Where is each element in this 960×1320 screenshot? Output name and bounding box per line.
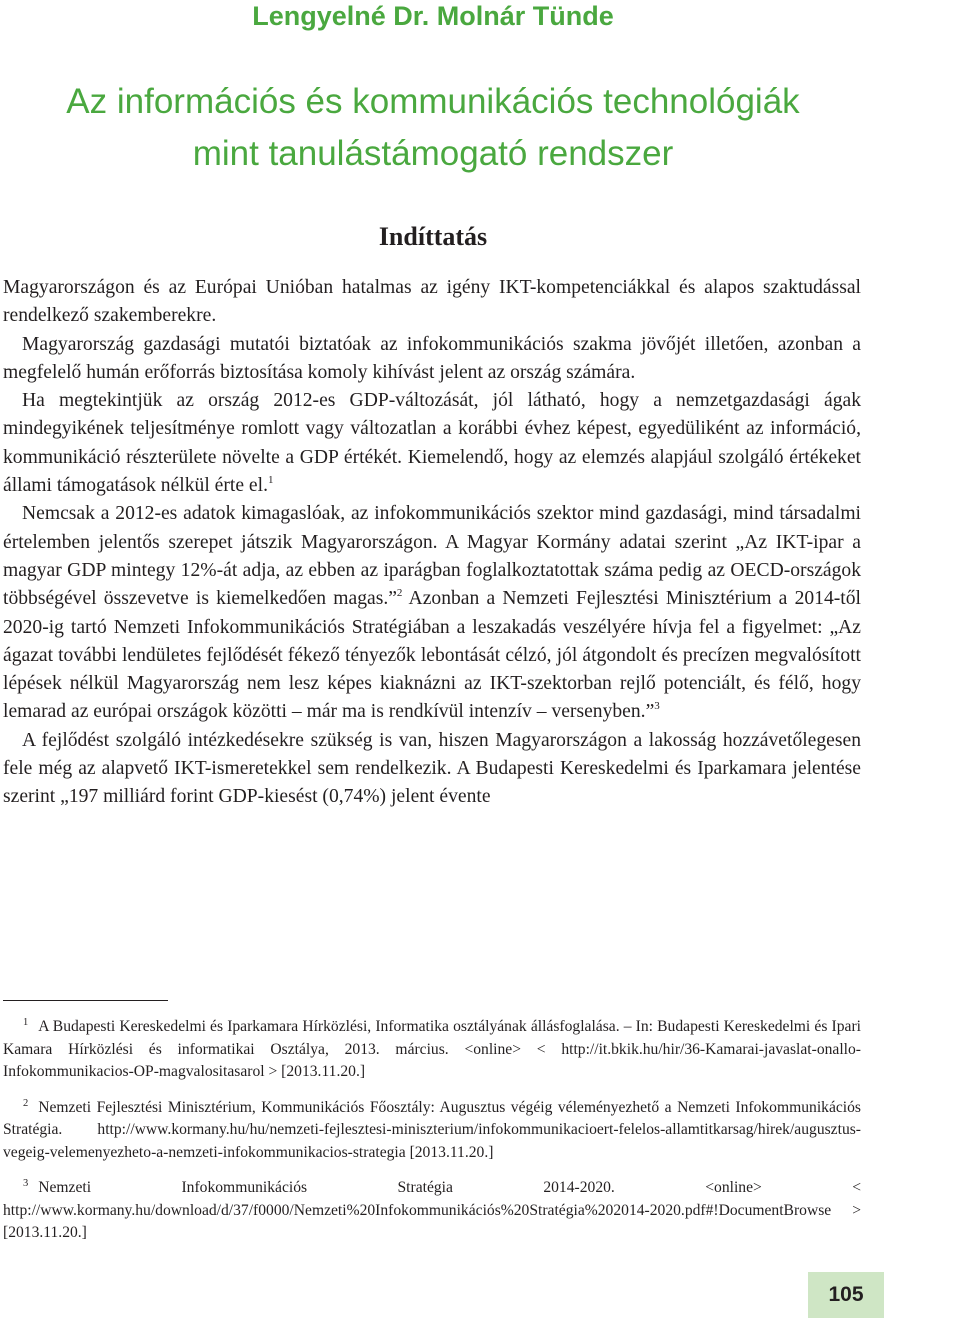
paragraph-text: Ha megtekintjük az ország 2012-es GDP-változását, jól látható, hogy a nemzetgazdasági ágak mindegyikének teljesítménye romlott vagy változatlan a korábbi évhez képest, egyedüliként az információ, kommunikáció részterülete növelte a GDP értékét. Kiemelendő, hogy az elemzés alapjául szolgáló értékeket állami támogatások nélkül érte el. — [3, 390, 861, 497]
footnote-2 — [3, 1097, 861, 1165]
paragraph-text: Magyarország gazdasági mutatói biztatóak az infokommunikációs szakma jövőjét illetően, azonban a megfelelő humán erőforrás biztosítása komoly kihívást jelent az ország számára. — [3, 333, 861, 383]
paragraph-text: Azonban a Nemzeti Fejlesztési Minisztérium a 2014-től 2020-ig tartó Nemzeti Infokommunikációs Stratégiában a leszakadás veszélyére hívja fel a figyelmet: „Az ágazat további lendületes fejlődését fékező tényezők lebontását célzó, jól átgondolt és precízen megvalósított lépések nélkül Magyarország nem lesz képes kiaknázni az IKT-szektorban rejlő potenciált, és félő, hogy lemarad az európai országok közötti – már ma is rendkívül intenzív – versenyben.” — [3, 588, 861, 723]
paragraph — [3, 387, 861, 500]
chapter-title — [0, 76, 866, 180]
footnote-3 — [3, 1177, 861, 1245]
paragraph-text: Nemcsak a 2012-es adatok kimagaslóak, az infokommunikációs szektor mind gazdasági, mind társadalmi értelemben jelentős szerepet játszik Magyarországon. A Magyar Kormány adatai szerint „Az IKT-ipar a magyar GDP mintegy 12%-át adja, az ebben az iparágban foglalkoztatottak száma pedig az OECD-országok többségével összevetve is kiemelkedően magas.” — [3, 503, 861, 610]
paragraph — [3, 331, 861, 388]
chapter-title-line-2: mint tanulástámogató rendszer — [192, 134, 674, 173]
footnote-reference[interactable]: 1 — [267, 474, 274, 487]
body-text — [3, 274, 861, 812]
footnote-reference[interactable]: 3 — [654, 700, 660, 713]
footnote-text: A Budapesti Kereskedelmi és Iparkamara Hírközlési, Informatika osztályának állásfoglalása. – In: Budapesti Kereskedelmi és Ipari Kamara Hírközlési és informatikai Osztálya, 2013. március. <online> < http://it.bkik.hu/hir/36-Kamarai-javaslat-onallo-Infokommunikacios-OP-magvalositasarol > [2013.11.20.] — [3, 1018, 861, 1080]
paragraph — [3, 727, 861, 812]
footnote-text: Nemzeti Fejlesztési Minisztérium, Kommunikációs Főosztály: Augusztus végéig véleményezhető a Nemzeti Infokommunikációs Stratégia. http://www.kormany.hu/hu/nemzeti-fejlesztesi-miniszterium/infokommunikacioert-felelos-allamtitkarsag/hirek/augusztus-vegeig-velemenyezheto-a-nemzeti-infokommunikacios-strategia [2013.11.20.] — [3, 1098, 861, 1161]
page-number: 105 — [808, 1272, 884, 1318]
footnote-reference[interactable]: 2 — [396, 587, 403, 600]
paragraph-text: A fejlődést szolgáló intézkedésekre szükség is van, hiszen Magyarországon a lakosság hozzávetőlegesen fele még az alapvető IKT-ismeretekkel sem rendelkezik. A Budapesti Kereskedelmi és Iparkamara jelentése szerint „197 milliárd forint GDP-kiesést (0,74%) jelent évente — [3, 729, 861, 808]
footnotes — [3, 1016, 861, 1258]
footnote-text: Nemzeti Infokommunikációs Stratégia 2014-2020. <online> < http://www.kormany.hu/download/d/37/f0000/Nemzeti%20Infokommunikációs%20Stratégia%202014-2020.pdf#!DocumentBrowse > [2013.11.20.] — [3, 1179, 861, 1241]
footnote-number: 1 — [23, 1017, 29, 1028]
footnote-divider — [3, 1000, 168, 1001]
chapter-title-line-1: Az információs és kommunikációs technológiák — [66, 82, 800, 121]
section-heading: Indíttatás — [378, 222, 488, 251]
footnote-number: 2 — [23, 1097, 29, 1109]
author-name: Lengyelné Dr. Molnár Tünde — [252, 1, 614, 31]
paragraph — [3, 274, 861, 331]
paragraph — [3, 500, 861, 726]
footnote-1 — [3, 1016, 861, 1084]
paragraph-text: Magyarországon és az Európai Unióban hatalmas az igény IKT-kompetenciákkal és alapos szaktudással rendelkező szakemberekre. — [3, 277, 861, 327]
footnote-number: 3 — [23, 1178, 29, 1189]
